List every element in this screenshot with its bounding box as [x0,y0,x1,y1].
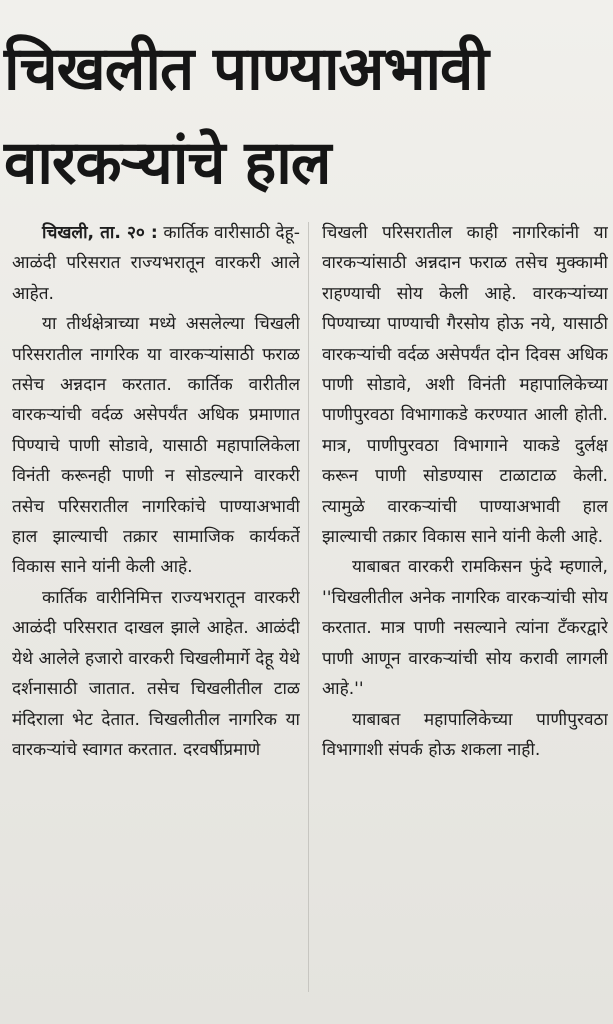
paragraph-4: चिखली परिसरातील काही नागरिकांनी या वारकऱ्यांसाठी अन्नदान फराळ तसेच मुक्कामी राहण्याची सोय केली आहे. वारकऱ्यांच्या पिण्याच्या पाण्याची गैरसोय होऊ नये, यासाठी वारकऱ्यांची वर्दळ असेपर्यंत दोन दिवस अधिक पाणी सोडावे, अशी विनंती महापालिकेच्या पाणीपुरवठा विभागाकडे करण्यात आली होती. मात्र, पाणीपुरवठा विभागाने याकडे दुर्लक्ष करून पाणी सोडण्यास टाळाटाळ केली. त्यामुळे वारकऱ्यांची पाण्याअभावी हाल झाल्याची तक्रार विकास साने यांनी केली आहे. [322,223,608,548]
paragraph-3: कार्तिक वारीनिमित्त राज्यभरातून वारकरी आळंदी परिसरात दाखल झाले आहेत. आळंदी येथे आलेले हजारो वारकरी चिखलीमार्गे देहू येथे दर्शनासाठी जातात. तसेच चिखलीतील टाळ मंदिराला भेट देतात. चिखलीतील नागरिक या वारकऱ्यांचे स्वागत करतात. दरवर्षीप्रमाणे [12,587,300,760]
paragraph-1 [12,218,300,309]
paragraph-2: या तीर्थक्षेत्राच्या मध्ये असलेल्या चिखली परिसरातील नागरिक या वारकऱ्यांसाठी फराळ तसेच अन्नदान करतात. कार्तिक वारीतील वारकऱ्यांची वर्दळ असेपर्यंत अधिक प्रमाणात पिण्याचे पाणी सोडावे, यासाठी महापालिकेला विनंती करूनही पाणी न सोडल्याने वारकरी तसेच परिसरातील नागरिकांचे पाण्याअभावी हाल झाल्याची तक्रार सामाजिक कार्यकर्ते विकास साने यांनी केली आहे. [12,314,300,578]
article-column-right [322,218,608,1008]
paragraph-5: याबाबत वारकरी रामकिसन फुंदे म्हणाले, ''चिखलीतील अनेक नागरिक वारकऱ्यांची सोय करतात. मात्र पाणी नसल्याने त्यांना टँकरद्वारे पाणी आणून वारकऱ्यांची सोय करावी लागली आहे.'' [322,557,608,700]
paragraph-6: याबाबत महापालिकेच्या पाणीपुरवठा विभागाशी संपर्क होऊ शकला नाही. [322,709,608,760]
headline-line-2: वारकऱ्यांचे हाल [4,128,331,198]
dateline: चिखली, ता. २० : [42,223,158,243]
headline [4,22,604,210]
article-column-left [12,218,300,1008]
paragraph-1-text: कार्तिक वारीसाठी देहू-आळंदी परिसरात राज्यभरातून वारकरी आले आहेत. [12,223,300,304]
column-divider [308,222,309,992]
headline-line-1: चिखलीत पाण्याअभावी [4,34,488,104]
